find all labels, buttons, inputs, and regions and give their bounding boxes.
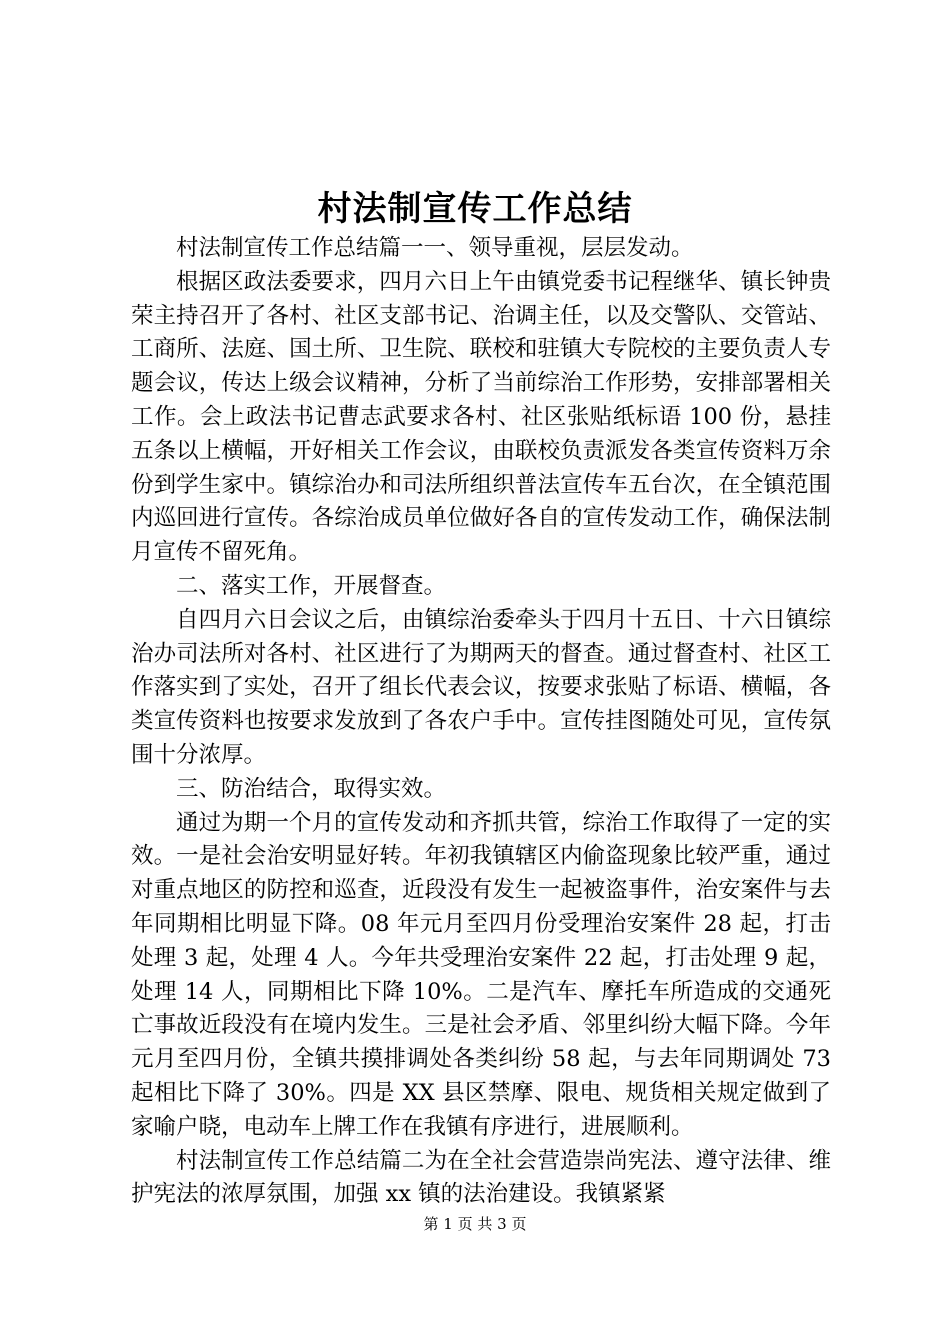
paragraph-5: 三、防治结合，取得实效。: [176, 775, 447, 802]
paragraph-7: 村法制宣传工作总结篇二为在全社会营造崇尚宪法、遵守法律、维护宪法的浓厚氛围，加强 xx 镇的法治建设。我镇紧紧: [131, 1147, 831, 1208]
paragraph-2: 根据区政法委要求，四月六日上午由镇党委书记程继华、镇长钟贵荣主持召开了各村、社区支部书记、治调主任，以及交警队、交管站、工商所、法庭、国土所、卫生院、联校和驻镇大专院校的主要负责人专题会议，传达上级会议精神，分析了当前综治工作形势，安排部署相关工作。会上政法书记曹志武要求各村、社区张贴纸标语 100 份，悬挂五条以上横幅，开好相关工作会议，由联校负责派发各类宣传资料万余份到学生家中。镇综治办和司法所组织普法宣传车五台次，在全镇范围内巡回进行宣传。各综治成员单位做好各自的宣传发动工作，确保法制月宣传不留死角。: [131, 268, 831, 566]
document-body: [131, 232, 831, 1212]
paragraph-3: 二、落实工作，开展督查。: [176, 572, 447, 599]
paragraph-6: 通过为期一个月的宣传发动和齐抓共管，综治工作取得了一定的实效。一是社会治安明显好转。年初我镇辖区内偷盗现象比较严重，通过对重点地区的防控和巡查，近段没有发生一起被盗事件，治安案件与去年同期相比明显下降。08 年元月至四月份受理治安案件 28 起，打击处理 3 起，处理 4 人。今年共受理治安案件 22 起，打击处理 9 起，处理 14 人，同期相比下降 10%。二是汽车、摩托车所造成的交通死亡事故近段没有在境内发生。三是社会矛盾、邻里纠纷大幅下降。今年元月至四月份，全镇共摸排调处各类纠纷 58 起，与去年同期调处 73 起相比下降了 30%。四是 XX 县区禁摩、限电、规货相关规定做到了家喻户晓，电动车上牌工作在我镇有序进行，进展顺利。: [131, 809, 831, 1140]
page-footer: 第 1 页 共 3 页: [423, 1215, 527, 1233]
document-title: 村法制宣传工作总结: [317, 189, 633, 229]
paragraph-4: 自四月六日会议之后，由镇综治委牵头于四月十五日、十六日镇综治办司法所对各村、社区进行了为期两天的督查。通过督查村、社区工作落实到了实处，召开了组长代表会议，按要求张贴了标语、横幅，各类宣传资料也按要求发放到了各农户手中。宣传挂图随处可见，宣传氛围十分浓厚。: [131, 606, 831, 768]
paragraph-1: 村法制宣传工作总结篇一一、领导重视，层层发动。: [176, 235, 694, 261]
